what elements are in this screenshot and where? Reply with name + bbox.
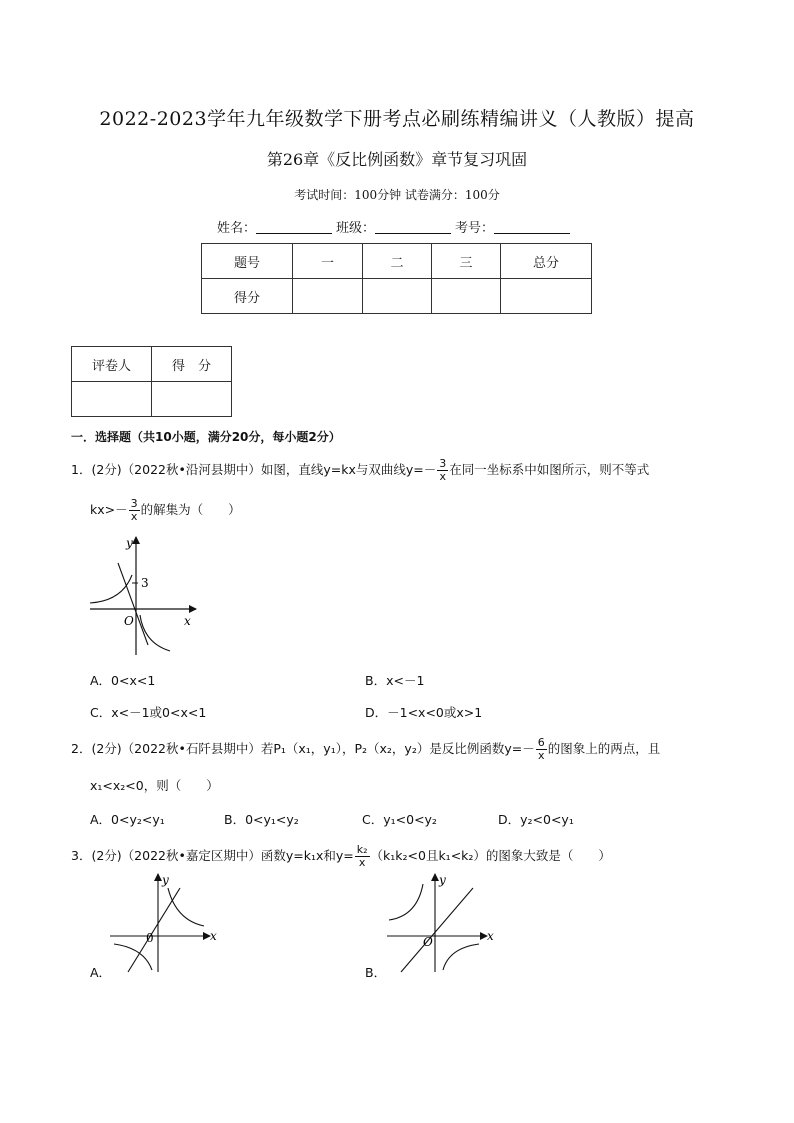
score-header-row [202, 244, 592, 279]
hyperbola-branch-left [90, 575, 132, 603]
grader-cell[interactable] [72, 382, 152, 417]
score-cell[interactable] [432, 279, 501, 314]
hyperbola-branch-q4 [443, 944, 479, 970]
id-field[interactable] [494, 221, 570, 234]
q3-option-b[interactable]: B． [365, 965, 387, 980]
q1-text-end: 在同一坐标系中如图所示，则不等式 [449, 462, 650, 477]
origin-label: 0 [146, 931, 154, 945]
score-table [201, 243, 592, 314]
score-header-cell: 二 [363, 244, 432, 279]
question-1-line1 [71, 458, 649, 483]
score-header-cell: 一 [293, 244, 363, 279]
q2-option-a[interactable]: A．0<y₂<y₁ [90, 812, 165, 827]
q2-option-c[interactable]: C．y₁<0<y₂ [362, 812, 437, 827]
section-heading: 一．选择题（共10小题，满分20分，每小题2分） [71, 430, 341, 444]
q3-fraction: $\frac{\text{k₂}}{x}$ [356, 843, 368, 869]
q3-graph-b [383, 870, 503, 975]
x-axis-label: x [184, 614, 191, 628]
origin-label: O [124, 614, 134, 628]
id-label: 考号： [455, 221, 495, 236]
y-axis-label: y [126, 536, 133, 550]
q2-fraction: $\frac{6}{x}$ [537, 736, 545, 762]
q3-option-a[interactable]: A． [90, 965, 112, 980]
score-cell[interactable] [501, 279, 592, 314]
question-2-line2: x₁<x₂<0，则（ ） [90, 778, 219, 793]
grader-score-header: 得 分 [152, 347, 232, 382]
question-3-line1 [71, 844, 611, 869]
grader-table [71, 346, 232, 417]
page-title: 2022-2023学年九年级数学下册考点必刷练精编讲义（人教版）提高 [99, 108, 695, 130]
name-field[interactable] [256, 221, 332, 234]
class-label: 班级： [336, 221, 376, 236]
hyperbola-branch-right [140, 615, 170, 651]
class-field[interactable] [375, 221, 451, 234]
q1-option-d[interactable]: D．－1<x<0或x>1 [365, 705, 483, 720]
q1-prompt: 的解集为（ ） [140, 502, 241, 517]
q3-text: 3．(2分)（2022秋•嘉定区期中）函数y=k₁x和y= [71, 848, 354, 863]
q2-option-b[interactable]: B．0<y₁<y₂ [224, 812, 299, 827]
line-y-k1x [401, 888, 473, 972]
question-2-line1 [71, 737, 660, 762]
grader-score-cell[interactable] [152, 382, 232, 417]
question-1-line2 [90, 498, 241, 523]
student-info [217, 217, 574, 236]
q2-text-end: 的图象上的两点，且 [547, 741, 661, 756]
origin-label: O [423, 935, 433, 949]
q1-ineq: kx>－ [90, 502, 128, 517]
grader-header: 评卷人 [72, 347, 152, 382]
q1-text: 1．(2分)（2022秋•沿河县期中）如图，直线y=kx与双曲线y=－ [71, 462, 437, 477]
q2-text: 2．(2分)（2022秋•石阡县期中）若P₁（x₁，y₁），P₂（x₂，y₂）是反比例函数y=－ [71, 741, 535, 756]
name-label: 姓名： [217, 221, 257, 236]
score-header-cell: 三 [432, 244, 501, 279]
q1-option-a[interactable]: A．0<x<1 [90, 673, 156, 688]
chapter-subtitle: 第26章《反比例函数》章节复习巩固 [266, 150, 528, 169]
q3-graph-a [106, 870, 226, 975]
score-row-label: 得分 [202, 279, 293, 314]
q1-option-b[interactable]: B．x<－1 [365, 673, 425, 688]
y-axis-label: y [162, 873, 169, 887]
hyperbola-branch-q2 [389, 884, 423, 920]
x-axis-label: x [210, 929, 217, 943]
score-cell[interactable] [363, 279, 432, 314]
hyperbola-branch-q1 [168, 888, 204, 926]
score-header-cell: 总分 [501, 244, 592, 279]
score-cell[interactable] [293, 279, 363, 314]
q1-option-c[interactable]: C．x<－1或0<x<1 [90, 705, 207, 720]
q1-graph [86, 533, 206, 658]
q2-option-d[interactable]: D．y₂<0<y₁ [498, 812, 574, 827]
q1-fraction-2: $\frac{3}{x}$ [130, 497, 138, 523]
q1-fraction: $\frac{3}{x}$ [439, 457, 447, 483]
tick-label: 3 [141, 576, 149, 590]
score-row [202, 279, 592, 314]
q3-text-end: （k₁k₂<0且k₁<k₂）的图象大致是（ ） [370, 848, 611, 863]
x-axis-label: x [487, 929, 494, 943]
score-header-cell: 题号 [202, 244, 293, 279]
exam-meta: 考试时间：100分钟 试卷满分：100分 [294, 188, 500, 202]
hyperbola-branch-q3 [114, 944, 152, 970]
y-axis-label: y [439, 873, 446, 887]
